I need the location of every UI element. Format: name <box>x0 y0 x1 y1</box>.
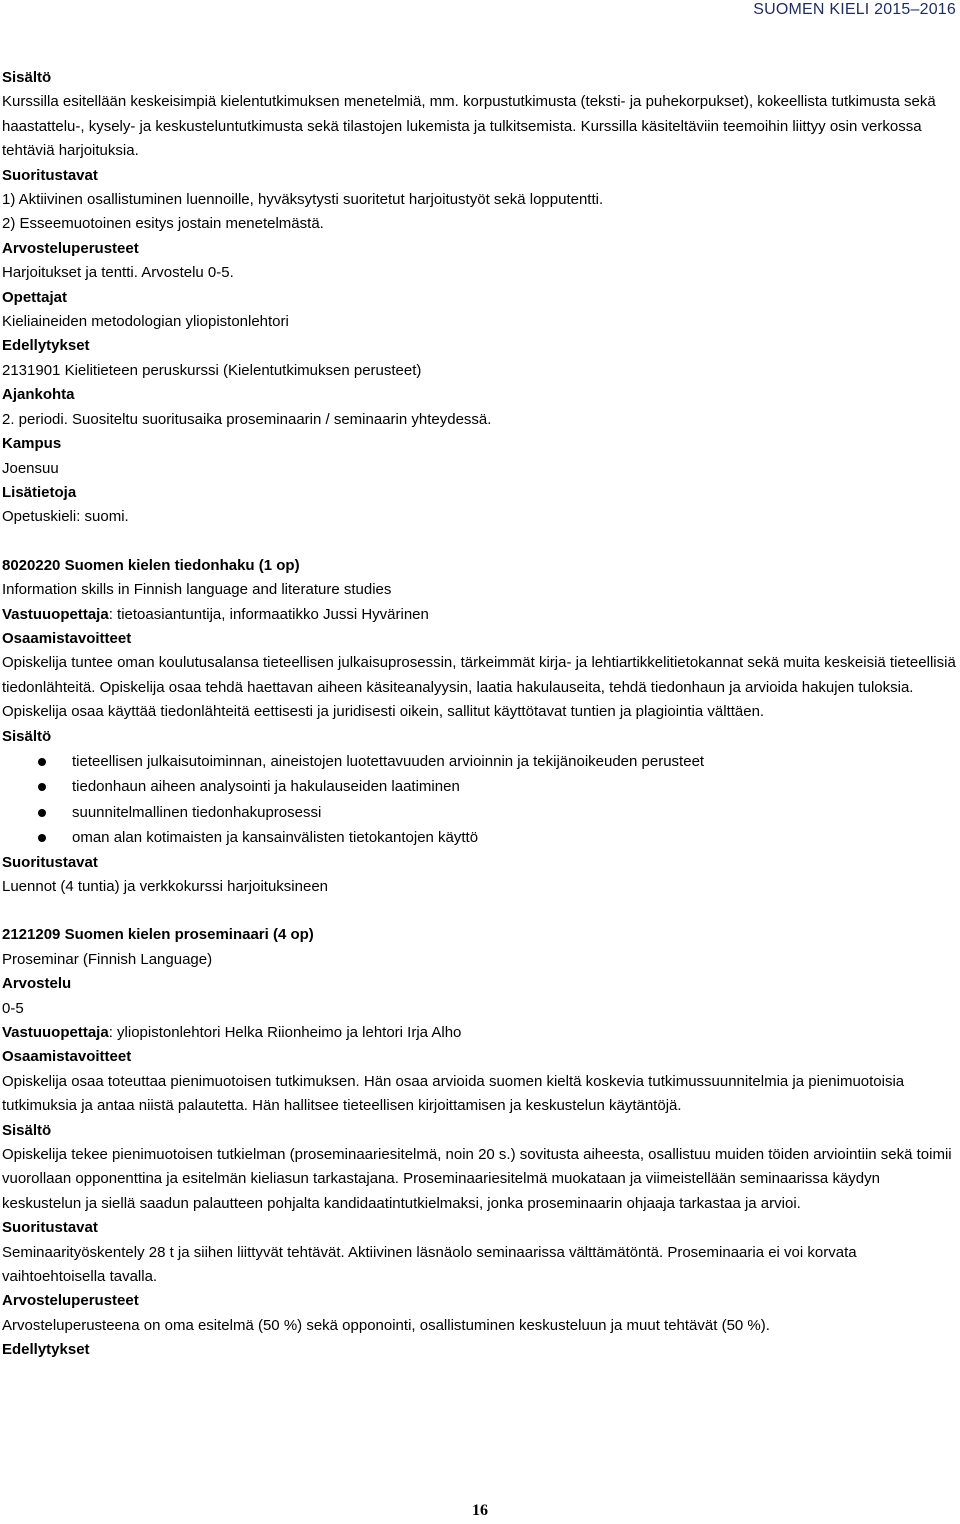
section-heading: Ajankohta <box>2 386 75 404</box>
page-number: 16 <box>472 1502 488 1519</box>
list-item-text: tieteellisen julkaisutoiminnan, aineistojen luotettavuuden arvioinnin ja tekijänoikeuden perusteet <box>72 752 705 770</box>
paragraph: 0-5 <box>2 999 24 1017</box>
list-item <box>2 774 957 799</box>
section-heading: Osaamistavoitteet <box>2 1048 132 1066</box>
responsible-teacher-value: : tietoasiantuntija, informaatikko Jussi Hyvärinen <box>108 605 429 623</box>
paragraph: Opiskelija tekee pienimuotoisen tutkielman (proseminaariesitelmä, noin 20 s.) sovitusta aiheesta, osallistuu muiden töiden arviointiin sekä toimii vuorollaan opponenttina ja esitelmän kieliasun tarkastajana. Proseminaariesitelmä muokataan ja viimeistellään seminaarissa käydyn keskustelun ja siellä saadun palautteen pohjalta kandidaatintutkielmaksi, jonka proseminaarin ohjaaja tarkastaa ja arvioi. <box>2 1146 952 1212</box>
paragraph: Information skills in Finnish language and literature studies <box>2 581 392 599</box>
list-item <box>2 749 957 774</box>
course-section <box>2 923 957 1362</box>
paragraph: Arvosteluperusteena on oma esitelmä (50 %) sekä opponointi, osallistuminen keskusteluun ja muut tehtävät (50 %). <box>2 1316 770 1334</box>
section-heading: Suoritustavat <box>2 853 98 871</box>
course-list <box>2 554 957 1363</box>
paragraph: Kieliaineiden metodologian yliopistonlehtori <box>2 313 289 331</box>
bullet-icon <box>38 758 46 766</box>
bullet-icon <box>38 783 46 791</box>
page-header: SUOMEN KIELI 2015–2016 <box>753 1 956 18</box>
course-title: 2121209 Suomen kielen proseminaari (4 op) <box>2 926 314 944</box>
section-heading: Kampus <box>2 435 62 453</box>
paragraph: 2131901 Kielitieteen peruskurssi (Kielentutkimuksen perusteet) <box>2 361 422 379</box>
responsible-teacher <box>2 603 957 627</box>
document-body <box>2 66 957 1363</box>
responsible-teacher-value: : yliopistonlehtori Helka Riionheimo ja lehtori Irja Alho <box>108 1023 462 1041</box>
section-heading: Lisätietoja <box>2 483 77 501</box>
paragraph: 2. periodi. Suositeltu suoritusaika proseminaarin / seminaarin yhteydessä. <box>2 410 492 428</box>
paragraph: Harjoitukset ja tentti. Arvostelu 0-5. <box>2 264 234 282</box>
section-heading: Arvosteluperusteet <box>2 239 139 257</box>
section-heading: Sisältö <box>2 1121 52 1139</box>
responsible-teacher-label: Vastuuopettaja <box>2 1023 109 1041</box>
course-section <box>2 554 957 900</box>
section-heading: Osaamistavoitteet <box>2 629 132 647</box>
list-item <box>2 800 957 825</box>
section-heading: Opettajat <box>2 288 68 306</box>
section-heading: Sisältö <box>2 727 52 745</box>
responsible-teacher-label: Vastuuopettaja <box>2 605 109 623</box>
paragraph: Opiskelija osaa toteuttaa pienimuotoisen tutkimuksen. Hän osaa arvioida suomen kieltä koskevia tutkimussuunnitelmia ja pienimuotoisia tutkimuksia ja antaa niistä palautetta. Hän hallitsee tieteellisen kirjoittamisen ja keskustelun käytäntöjä. <box>2 1072 905 1115</box>
paragraph: Opiskelija tuntee oman koulutusalansa tieteellisen julkaisuprosessin, tärkeimmät kirja- ja lehtiartikkelitietokannat sekä muita keskeisiä tieteellisiä tiedonlähteitä. Opiskelija osaa tehdä haettavan aiheen käsiteanalyysin, laatia hakulauseita, tehdä tiedonhaun ja arvioida hakujen tuloksia. Opiskelija osaa käyttää tiedonlähteitä eettisesti ja juridisesti oikein, sallitut käyttötavat tuntien ja plagiointia välttäen. <box>2 654 956 721</box>
section-heading: Sisältö <box>2 69 52 86</box>
bullet-icon <box>38 834 46 842</box>
intro-section <box>2 66 957 530</box>
section-heading: Edellytykset <box>2 337 90 355</box>
responsible-teacher <box>2 1021 957 1045</box>
section-heading: Suoritustavat <box>2 1219 98 1237</box>
paragraph: Opetuskieli: suomi. <box>2 508 129 526</box>
list-item-text: tiedonhaun aiheen analysointi ja hakulauseiden laatiminen <box>72 778 460 796</box>
paragraph: Kurssilla esitellään keskeisimpiä kielentutkimuksen menetelmiä, mm. korpustutkimusta (teksti- ja puhekorpukset), kokeellista tutkimusta sekä haastattelu-, kysely- ja keskusteluntutkimusta sekä tilastojen lukemista ja tulkitsemista. Kurssilla käsiteltäviin teemoihin liittyy osin verkossa tehtäviä harjoituksia. <box>2 93 936 160</box>
paragraph: Luennot (4 tuntia) ja verkkokurssi harjoituksineen <box>2 877 329 895</box>
section-heading: Suoritustavat <box>2 166 98 184</box>
course-title: 8020220 Suomen kielen tiedonhaku (1 op) <box>2 556 300 574</box>
list-item-text: suunnitelmallinen tiedonhakuprosessi <box>72 803 322 821</box>
paragraph: Proseminar (Finnish Language) <box>2 950 213 968</box>
section-heading: Edellytykset <box>2 1341 90 1359</box>
section-heading: Arvostelu <box>2 975 72 993</box>
paragraph: 2) Esseemuotoinen esitys jostain menetelmästä. <box>2 215 324 233</box>
paragraph: 1) Aktiivinen osallistuminen luennoille, hyväksytysti suoritetut harjoitustyöt sekä lopputentti. <box>2 191 604 209</box>
list-item-text: oman alan kotimaisten ja kansainvälisten tietokantojen käyttö <box>72 829 479 847</box>
list-item <box>2 825 957 850</box>
paragraph: Seminaarityöskentely 28 t ja siihen liittyvät tehtävät. Aktiivinen läsnäolo seminaarissa välttämätöntä. Proseminaaria ei voi korvata vaihtoehtoisella tavalla. <box>2 1243 857 1286</box>
bullet-list <box>2 749 957 851</box>
bullet-icon <box>38 809 46 817</box>
section-heading: Arvosteluperusteet <box>2 1292 139 1310</box>
paragraph: Joensuu <box>2 459 59 477</box>
